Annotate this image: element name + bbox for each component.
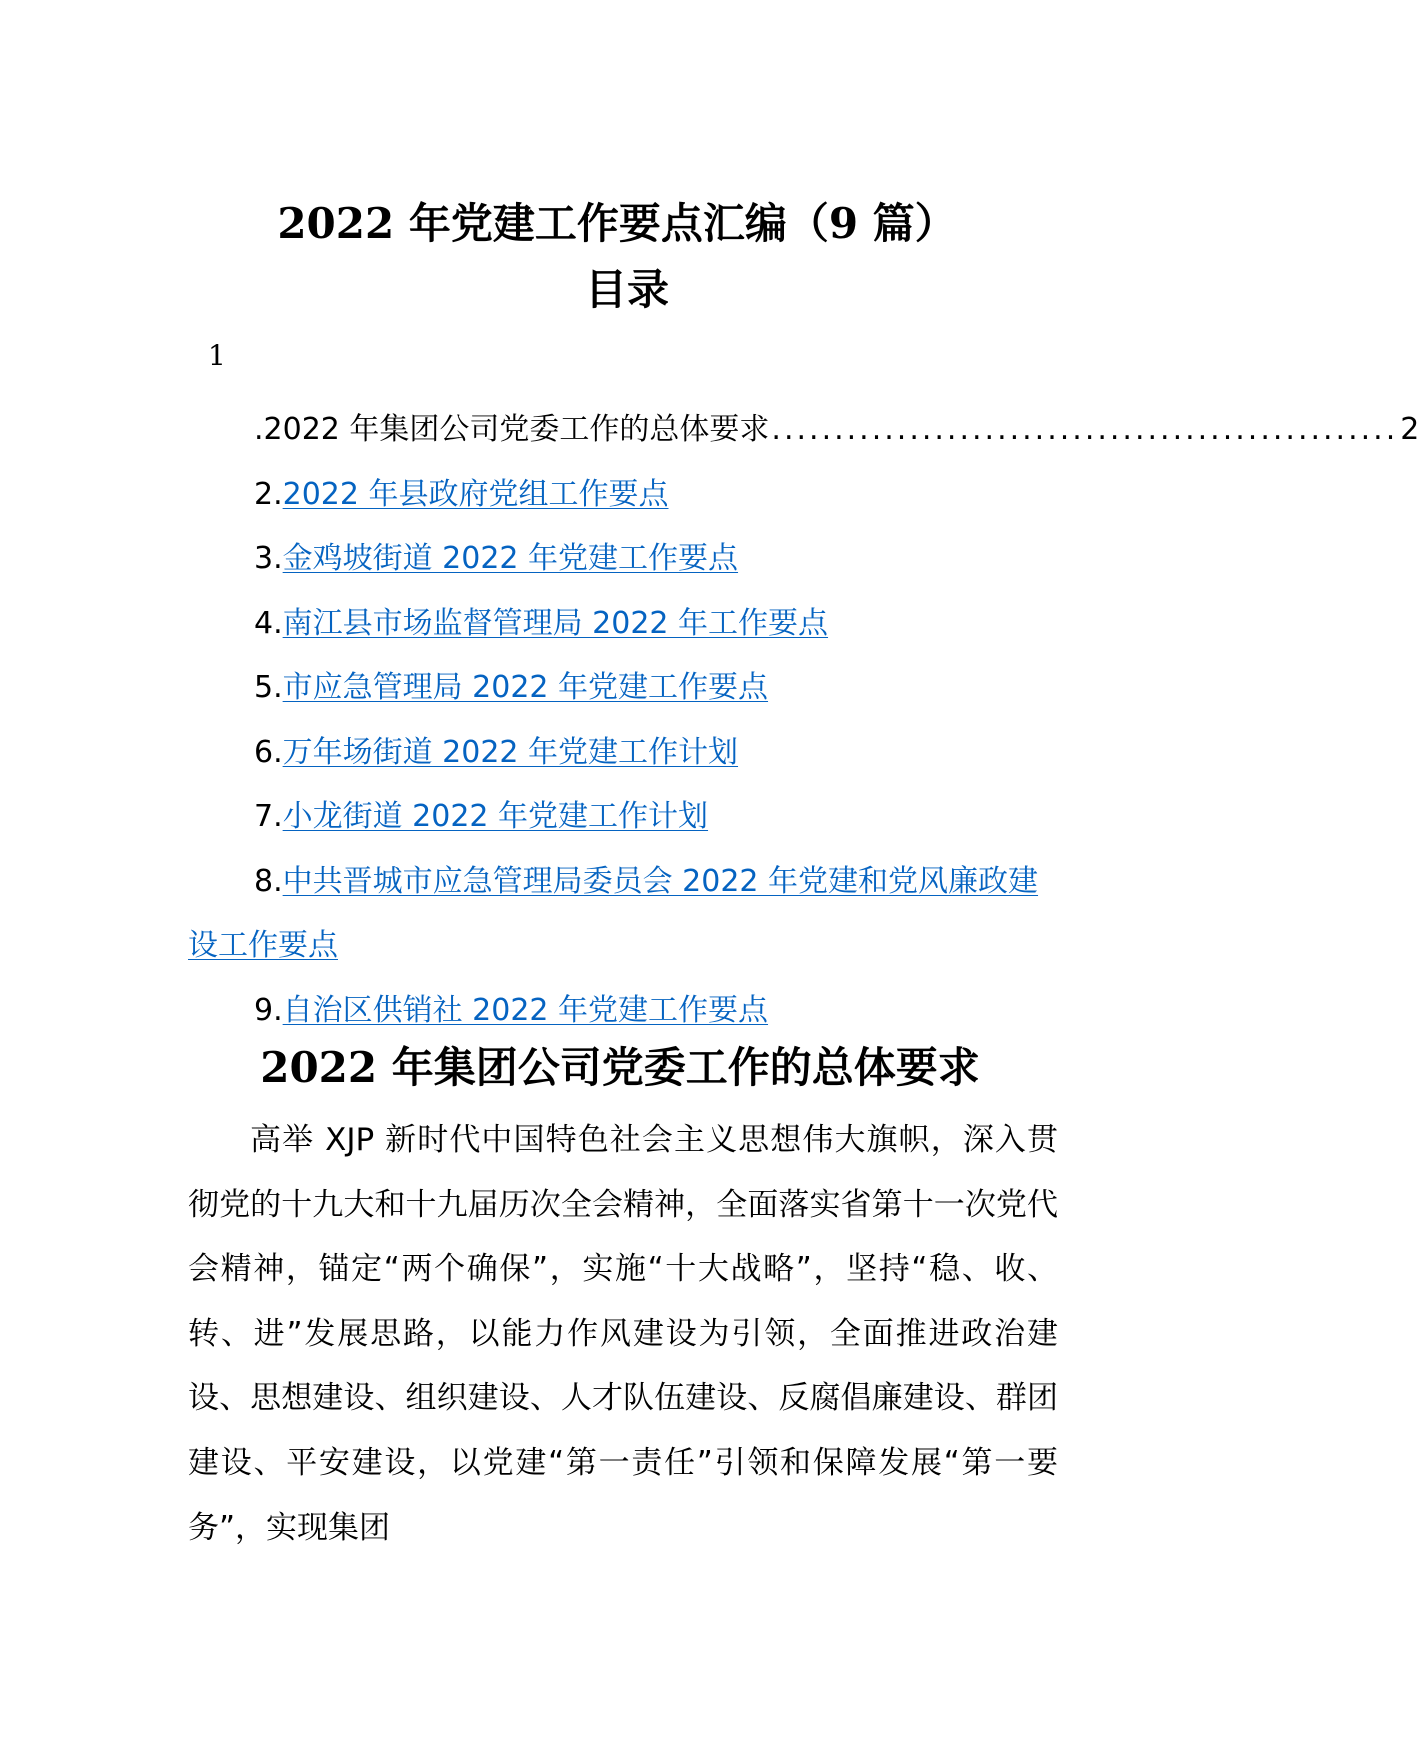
toc-item-number: 9. xyxy=(254,992,283,1028)
toc-item-7 xyxy=(188,785,1058,850)
toc-item-number: 7. xyxy=(254,799,283,834)
toc-heading: 目录 xyxy=(584,265,669,314)
toc-item-number: 2. xyxy=(254,476,283,512)
body-paragraph: 高举 XJP 新时代中国特色社会主义思想伟大旗帜，深入贯彻党的十九大和十九届历次全会精神，全面落实省第十一次党代会精神，锚定“两个确保”，实施“十大战略”，坚持“稳、收、转、进”发展思路，以能力作风建设为引领，全面推进政治建设、思想建设、组织建设、人才队伍建设、反腐倡廉建设、群团建设、平安建设，以党建“第一责任”引领和保障发展“第一要务”，实现集团 xyxy=(188,1122,1058,1546)
toc-item-5 xyxy=(188,656,1058,721)
table-of-contents xyxy=(188,398,1419,1043)
document-title: 2022 年党建工作要点汇编（9 篇） xyxy=(277,199,957,248)
toc-page-number: 2 xyxy=(1400,412,1419,447)
toc-item-number: 5. xyxy=(254,670,283,705)
toc-item-number: 3. xyxy=(254,541,283,576)
toc-item-3 xyxy=(188,527,1058,592)
toc-item-number: 4. xyxy=(254,605,283,641)
toc-link[interactable]: 市应急管理局 2022 年党建工作要点 xyxy=(282,670,769,705)
toc-link[interactable]: 自治区供销社 2022 年党建工作要点 xyxy=(282,992,769,1028)
toc-item-9 xyxy=(188,979,1058,1044)
toc-link[interactable]: 小龙街道 2022 年党建工作计划 xyxy=(282,799,709,834)
toc-item-8 xyxy=(188,850,1058,979)
toc-link[interactable]: 中共晋城市应急管理局委员会 2022 年党建和党风廉政建设工作要点 xyxy=(188,863,1039,963)
toc-number-marker: 1 xyxy=(208,339,226,372)
toc-link[interactable]: 金鸡坡街道 2022 年党建工作要点 xyxy=(282,541,739,576)
toc-item-4 xyxy=(188,592,1058,657)
toc-item-number: 8. xyxy=(254,863,283,899)
toc-link[interactable]: 2022 年县政府党组工作要点 xyxy=(282,476,669,512)
toc-item-6 xyxy=(188,721,1058,786)
toc-leader-dots: .................................................. xyxy=(771,412,1399,447)
toc-item-1[interactable] xyxy=(188,398,1419,463)
toc-link[interactable]: 万年场街道 2022 年党建工作计划 xyxy=(282,734,739,770)
toc-item-number: 6. xyxy=(254,734,283,770)
toc-item-2 xyxy=(188,463,1058,528)
section-title: 2022 年集团公司党委工作的总体要求 xyxy=(260,1043,980,1092)
toc-link[interactable]: 南江县市场监督管理局 2022 年工作要点 xyxy=(282,605,829,641)
toc-item-label: .2022 年集团公司党委工作的总体要求 xyxy=(254,412,770,447)
